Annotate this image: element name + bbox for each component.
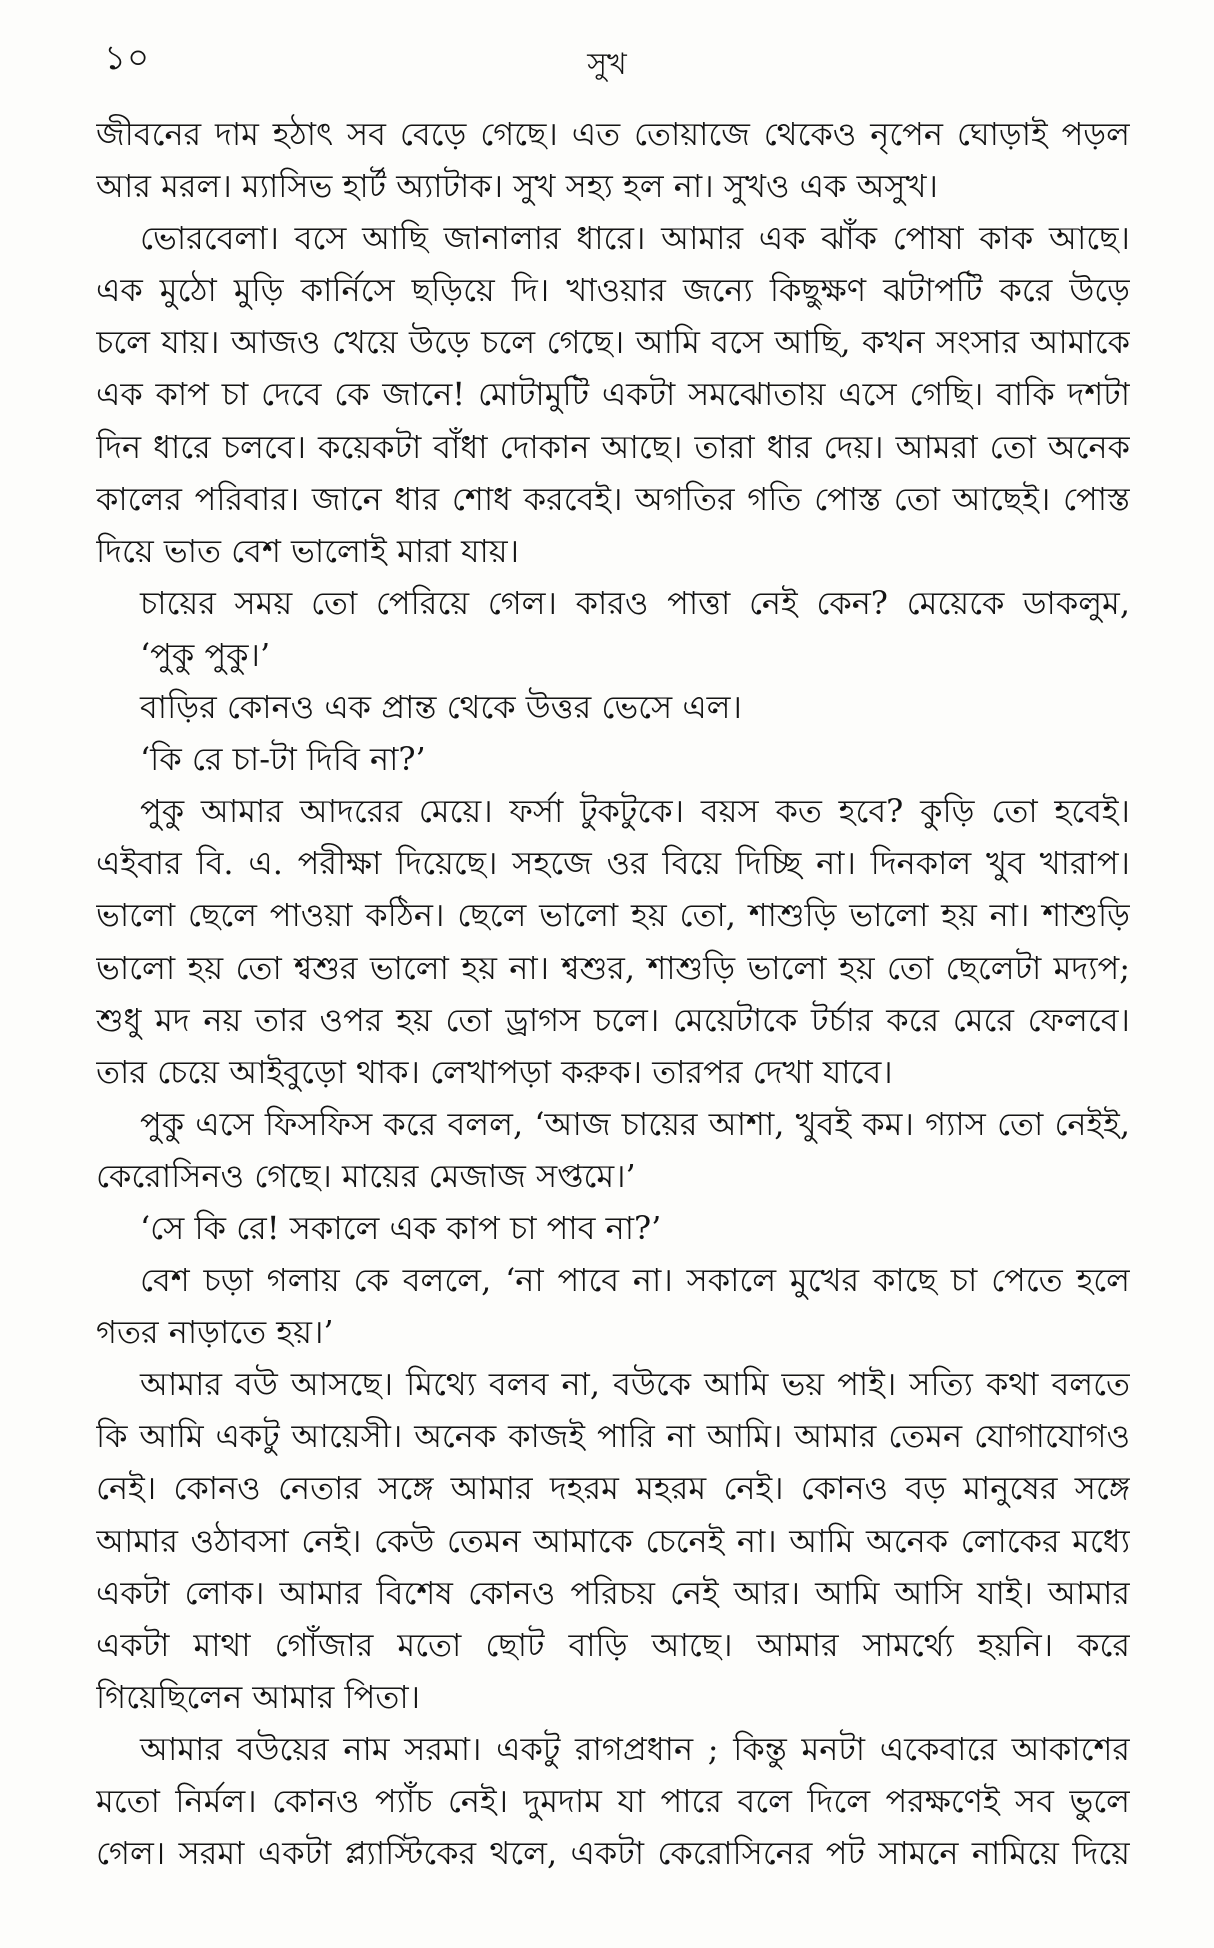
text-line: তার চেয়ে আইবুড়ো থাক। লেখাপড়া করুক। তারপর দেখা যাবে। [96, 1052, 893, 1091]
text-line: ‘পুকু পুকু।’ [140, 635, 271, 674]
text-line: কি আমি একটু আয়েসী। অনেক কাজই পারি না আমি। আমার তেমন যোগাযোগও [96, 1417, 1130, 1456]
text-line: শুধু মদ নয় তার ওপর হয় তো ড্রাগস চলে। মেয়েটাকে টর্চার করে মেরে ফেলবে। [96, 1000, 1130, 1039]
text-line: কেরোসিনও গেছে। মায়ের মেজাজ সপ্তমে।’ [96, 1156, 636, 1195]
text-line: দিন ধারে চলবে। কয়েকটা বাঁধা দোকান আছে। তারা ধার দেয়। আমরা তো অনেক [96, 427, 1130, 466]
text-line: চলে যায়। আজও খেয়ে উড়ে চলে গেছে। আমি বসে আছি, কখন সংসার আমাকে [96, 323, 1130, 362]
text-line: ভালো ছেলে পাওয়া কঠিন। ছেলে ভালো হয় তো, শাশুড়ি ভালো হয় না। শাশুড়ি [96, 896, 1130, 935]
text-line: বেশ চড়া গলায় কে বললে, ‘না পাবে না। সকালে মুখের কাছে চা পেতে হলে [140, 1261, 1130, 1300]
text-line: পুকু আমার আদরের মেয়ে। ফর্সা টুকটুকে। বয়স কত হবে? কুড়ি তো হবেই। [140, 792, 1130, 831]
text-line: আমার বউয়ের নাম সরমা। একটু রাগপ্রধান ; কিন্তু মনটা একেবারে আকাশের [140, 1729, 1130, 1768]
text-line: আমার ওঠাবসা নেই। কেউ তেমন আমাকে চেনেই না। আমি অনেক লোকের মধ্যে [96, 1521, 1130, 1560]
text-line: আর মরল। ম্যাসিভ হার্ট অ্যাটাক। সুখ সহ্য হল না। সুখও এক অসুখ। [96, 167, 938, 206]
text-line: ভোরবেলা। বসে আছি জানালার ধারে। আমার এক ঝাঁক পোষা কাক আছে। [140, 219, 1130, 258]
text-line: গেল। সরমা একটা প্ল্যাস্টিকের থলে, একটা কেরোসিনের পট সামনে নামিয়ে দিয়ে [96, 1834, 1130, 1873]
text-line: আমার বউ আসছে। মিথ্যে বলব না, বউকে আমি ভয় পাই। সত্যি কথা বলতে [140, 1365, 1130, 1404]
body-text [96, 108, 1130, 1879]
text-line: একটা লোক। আমার বিশেষ কোনও পরিচয় নেই আর। আমি আসি যাই। আমার [96, 1573, 1130, 1612]
text-line: পুকু এসে ফিসফিস করে বলল, ‘আজ চায়ের আশা, খুবই কম। গ্যাস তো নেইই, [140, 1104, 1130, 1143]
text-line: বাড়ির কোনও এক প্রান্ত থেকে উত্তর ভেসে এল। [140, 688, 742, 727]
page-number: ১০ [104, 38, 151, 78]
text-line: এইবার বি. এ. পরীক্ষা দিয়েছে। সহজে ওর বিয়ে দিচ্ছি না। দিনকাল খুব খারাপ। [96, 844, 1130, 883]
text-line: গতর নাড়াতে হয়।’ [96, 1313, 334, 1352]
text-line: এক কাপ চা দেবে কে জানে! মোটামুটি একটা সমঝোতায় এসে গেছি। বাকি দশটা [96, 375, 1130, 414]
text-line: মতো নির্মল। কোনও প্যাঁচ নেই। দুমদাম যা পারে বলে দিলে পরক্ষণেই সব ভুলে [96, 1782, 1130, 1820]
text-line: কালের পরিবার। জানে ধার শোধ করবেই। অগতির গতি পোস্ত তো আছেই। পোস্ত [96, 479, 1130, 518]
text-line: ভালো হয় তো শ্বশুর ভালো হয় না। শ্বশুর, শাশুড়ি ভালো হয় তো ছেলেটা মদ্যপ; [96, 948, 1130, 987]
text-line: চায়ের সময় তো পেরিয়ে গেল। কারও পাত্তা নেই কেন? মেয়েকে ডাকলুম, [140, 583, 1130, 622]
text-line: দিয়ে ভাত বেশ ভালোই মারা যায়। [96, 531, 520, 570]
running-title: সুখ [587, 47, 627, 82]
text-line: ‘সে কি রে! সকালে এক কাপ চা পাব না?’ [140, 1208, 662, 1247]
text-line: গিয়েছিলেন আমার পিতা। [96, 1677, 421, 1716]
text-line: এক মুঠো মুড়ি কার্নিসে ছড়িয়ে দি। খাওয়ার জন্যে কিছুক্ষণ ঝটাপটি করে উড়ে [96, 271, 1130, 310]
text-line: নেই। কোনও নেতার সঙ্গে আমার দহরম মহরম নেই। কোনও বড় মানুষের সঙ্গে [96, 1469, 1130, 1508]
text-line: ‘কি রে চা-টা দিবি না?’ [140, 740, 426, 779]
text-line: জীবনের দাম হঠাৎ সব বেড়ে গেছে। এত তোয়াজে থেকেও নৃপেন ঘোড়াই পড়ল [96, 115, 1130, 153]
text-line: একটা মাথা গোঁজার মতো ছোট বাড়ি আছে। আমার সামর্থ্যে হয়নি। করে [96, 1625, 1130, 1664]
